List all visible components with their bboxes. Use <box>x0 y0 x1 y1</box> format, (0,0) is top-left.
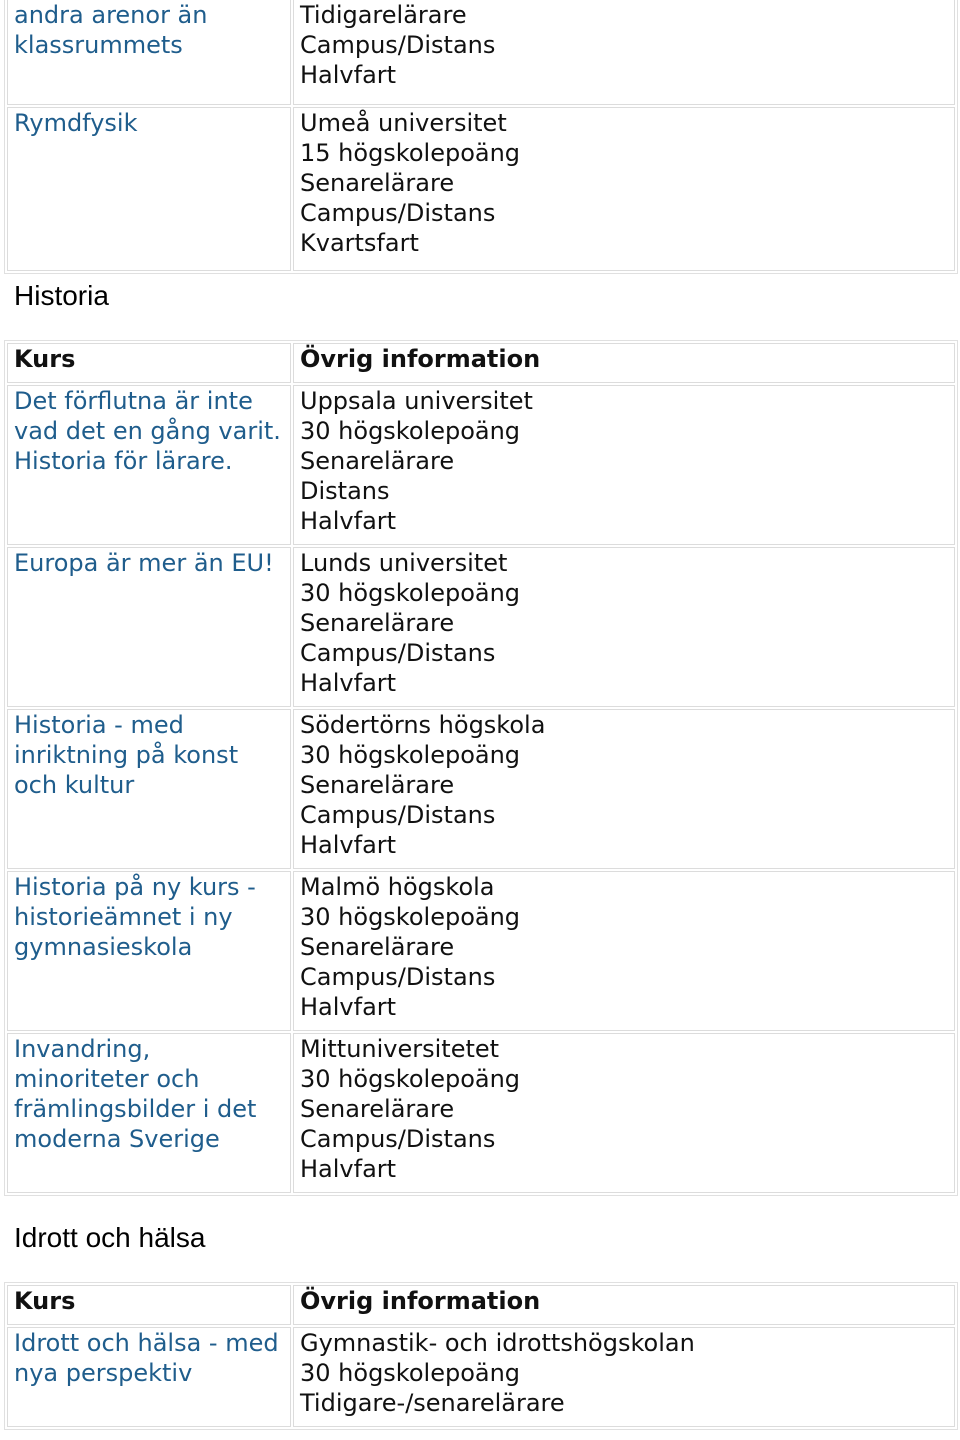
table-row <box>7 1033 955 1193</box>
info-line: Kvartsfart <box>300 229 419 257</box>
course-cell <box>7 385 291 545</box>
info-line: Uppsala universitet <box>300 387 533 415</box>
info-line: 30 högskolepoäng <box>300 417 521 445</box>
course-link[interactable]: Idrott och hälsa - med nya perspektiv <box>14 1329 279 1387</box>
course-link[interactable]: Historia - med inriktning på konst och kultur <box>14 711 239 799</box>
info-line: 30 högskolepoäng <box>300 1359 521 1387</box>
info-line: Senarelärare <box>300 447 455 475</box>
info-line: Södertörns högskola <box>300 711 546 739</box>
table-row <box>7 0 955 105</box>
table-row <box>7 1327 955 1427</box>
course-cell <box>7 107 291 271</box>
info-cell <box>293 709 955 869</box>
table-row <box>7 709 955 869</box>
course-table-top <box>4 0 958 274</box>
table-row <box>7 871 955 1031</box>
course-link[interactable]: Invandring, minoriteter och främlingsbilder i det moderna Sverige <box>14 1035 257 1153</box>
column-header-course: Kurs <box>7 343 291 383</box>
info-line: Halvfart <box>300 669 397 697</box>
info-line: Tidigarelärare <box>300 1 467 29</box>
course-link[interactable]: andra arenor än klassrummets <box>14 1 208 59</box>
info-line: Campus/Distans <box>300 639 496 667</box>
course-cell <box>7 547 291 707</box>
info-cell <box>293 871 955 1031</box>
course-cell <box>7 0 291 105</box>
info-line: Campus/Distans <box>300 1125 496 1153</box>
info-cell <box>293 107 955 271</box>
column-header-info: Övrig information <box>293 1285 955 1325</box>
info-line: Senarelärare <box>300 933 455 961</box>
course-cell <box>7 1327 291 1427</box>
info-line: Senarelärare <box>300 1095 455 1123</box>
info-line: Gymnastik- och idrottshögskolan <box>300 1329 695 1357</box>
table-row <box>7 547 955 707</box>
course-link[interactable]: Rymdfysik <box>14 109 138 137</box>
info-line: Campus/Distans <box>300 31 496 59</box>
info-cell <box>293 1033 955 1193</box>
column-header-info: Övrig information <box>293 343 955 383</box>
course-link[interactable]: Europa är mer än EU! <box>14 549 274 577</box>
info-cell <box>293 1327 955 1427</box>
course-table-historia <box>4 340 958 1196</box>
info-line: 30 högskolepoäng <box>300 579 521 607</box>
info-line: Halvfart <box>300 831 397 859</box>
course-link[interactable]: Historia på ny kurs - historieämnet i ny gymnasieskola <box>14 873 256 961</box>
info-line: Distans <box>300 477 390 505</box>
info-line: 15 högskolepoäng <box>300 139 521 167</box>
info-line: Senarelärare <box>300 169 455 197</box>
section-title-historia: Historia <box>14 280 109 311</box>
info-line: Senarelärare <box>300 609 455 637</box>
info-line: 30 högskolepoäng <box>300 903 521 931</box>
info-cell <box>293 385 955 545</box>
column-header-course: Kurs <box>7 1285 291 1325</box>
info-line: Campus/Distans <box>300 199 496 227</box>
course-cell <box>7 1033 291 1193</box>
info-line: 30 högskolepoäng <box>300 1065 521 1093</box>
info-line: Tidigare-/senarelärare <box>300 1389 565 1417</box>
info-line: Lunds universitet <box>300 549 508 577</box>
info-cell <box>293 0 955 105</box>
course-link[interactable]: Det förflutna är inte vad det en gång varit. Historia för lärare. <box>14 387 281 475</box>
course-cell <box>7 709 291 869</box>
table-row <box>7 385 955 545</box>
info-line: Halvfart <box>300 507 397 535</box>
info-line: 30 högskolepoäng <box>300 741 521 769</box>
info-line: Senarelärare <box>300 771 455 799</box>
info-line: Halvfart <box>300 1155 397 1183</box>
section-title-idrott: Idrott och hälsa <box>14 1222 206 1253</box>
table-row <box>7 107 955 271</box>
course-cell <box>7 871 291 1031</box>
info-cell <box>293 547 955 707</box>
table-header-row <box>7 343 955 383</box>
info-line: Umeå universitet <box>300 109 507 137</box>
table-header-row <box>7 1285 955 1325</box>
info-line: Campus/Distans <box>300 801 496 829</box>
info-line: Campus/Distans <box>300 963 496 991</box>
info-line: Mittuniversitetet <box>300 1035 500 1063</box>
course-table-idrott <box>4 1282 958 1430</box>
info-line: Halvfart <box>300 993 397 1021</box>
info-line: Halvfart <box>300 61 397 89</box>
info-line: Malmö högskola <box>300 873 495 901</box>
